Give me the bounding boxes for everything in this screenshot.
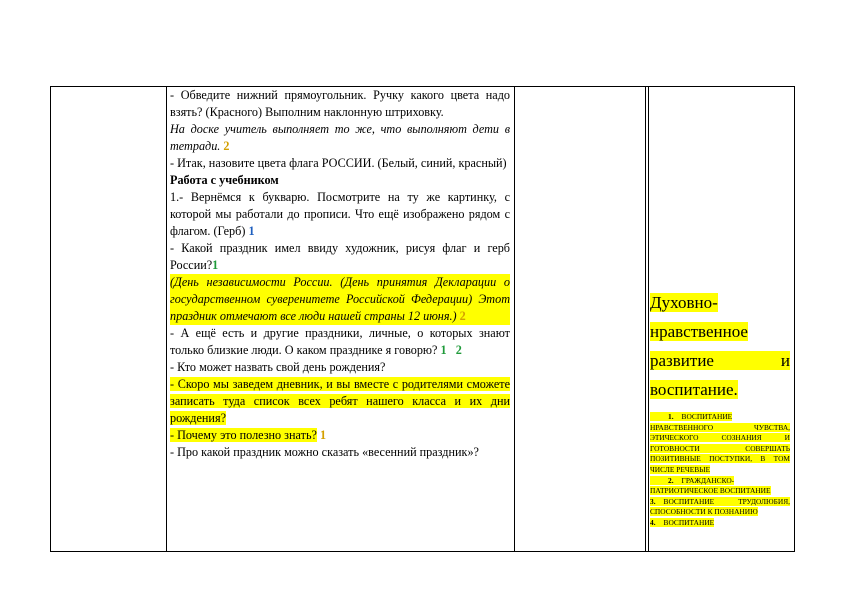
- table-border-col1-left: [50, 86, 51, 551]
- paragraph: - Итак, назовите цвета флага РОССИИ. (Белый, синий, красный): [170, 156, 507, 170]
- marker-number: 1: [212, 258, 219, 272]
- list-item: 1. ВОСПИТАНИЕ НРАВСТВЕННОГО ЧУВСТВА, ЭТИЧЕСКОГО СОЗНАНИЯ И ГОТОВНОСТИ СОВЕРШАТЬ ПОЗИТИВНЫЕ ПОСТУПКИ, В ТОМ ЧИСЛЕ РЕЧЕВЫЕ: [650, 412, 790, 474]
- marker-number: 2: [223, 139, 230, 153]
- lesson-text-cell: [170, 87, 510, 461]
- list-item: 3. ВОСПИТАНИЕ ТРУДОЛЮБИЯ, СПОСОБНОСТИ К ПОЗНАНИЮ: [650, 496, 790, 517]
- table-border-right: [794, 86, 795, 551]
- list-item: 4. ВОСПИТАНИЕ: [650, 517, 715, 527]
- marker-number: 1 2: [440, 343, 462, 357]
- marker-number: 1: [248, 224, 255, 238]
- table-border-col2-left: [166, 86, 167, 551]
- table-border-col3-left: [514, 86, 515, 551]
- paragraph: - Обведите нижний прямоугольник. Ручку какого цвета надо взять? (Красного) Выполним наклонную штриховку.: [170, 88, 510, 119]
- upbringing-list: [650, 412, 790, 529]
- marker-number: 1: [319, 428, 327, 442]
- paragraph-highlighted: - Скоро мы заведем дневник, и вы вместе с родителями сможете записать туда список всех ребят нашего класса и их дни рождения?: [170, 377, 510, 425]
- paragraph: 1.- Вернёмся к букварю. Посмотрите на ту же картинку, с которой мы работали до прописи. Что ещё изображено рядом с флагом. (Герб) 1: [170, 190, 510, 238]
- paragraph: На доске учитель выполняет то же, что выполняют дети в тетради. 2: [170, 122, 510, 153]
- paragraph: - А ещё есть и другие праздники, личные, о которых знают только близкие люди. О каком празднике я говорю? 1 2: [170, 326, 510, 357]
- table-border-col4-inner: [648, 86, 649, 551]
- paragraph: - Кто может назвать свой день рождения?: [170, 360, 386, 374]
- paragraph: - Какой праздник имел ввиду художник, рисуя флаг и герб России?1: [170, 241, 510, 272]
- paragraph-highlighted: - Почему это полезно знать? 1: [170, 428, 327, 442]
- paragraph-highlighted: (День независимости России. (День принятия Декларации о государственном суверенитете Российской Федерации) Этот праздник отмечают все люди нашей страны 12 июня.) 2: [170, 275, 510, 323]
- paragraph: - Про какой праздник можно сказать «весенний праздник»?: [170, 445, 479, 459]
- section-heading: Работа с учебником: [170, 173, 279, 187]
- table-bottom-border: [50, 551, 795, 552]
- list-item: 2. ГРАЖДАНСКО-ПАТРИОТИЧЕСКОЕ ВОСПИТАНИЕ: [650, 475, 771, 496]
- upbringing-title: Духовно-нравственное развитие и воспитание.: [650, 293, 790, 399]
- table-border-col4-left: [645, 86, 646, 551]
- upbringing-cell: [650, 288, 790, 529]
- marker-number: 2: [459, 309, 466, 323]
